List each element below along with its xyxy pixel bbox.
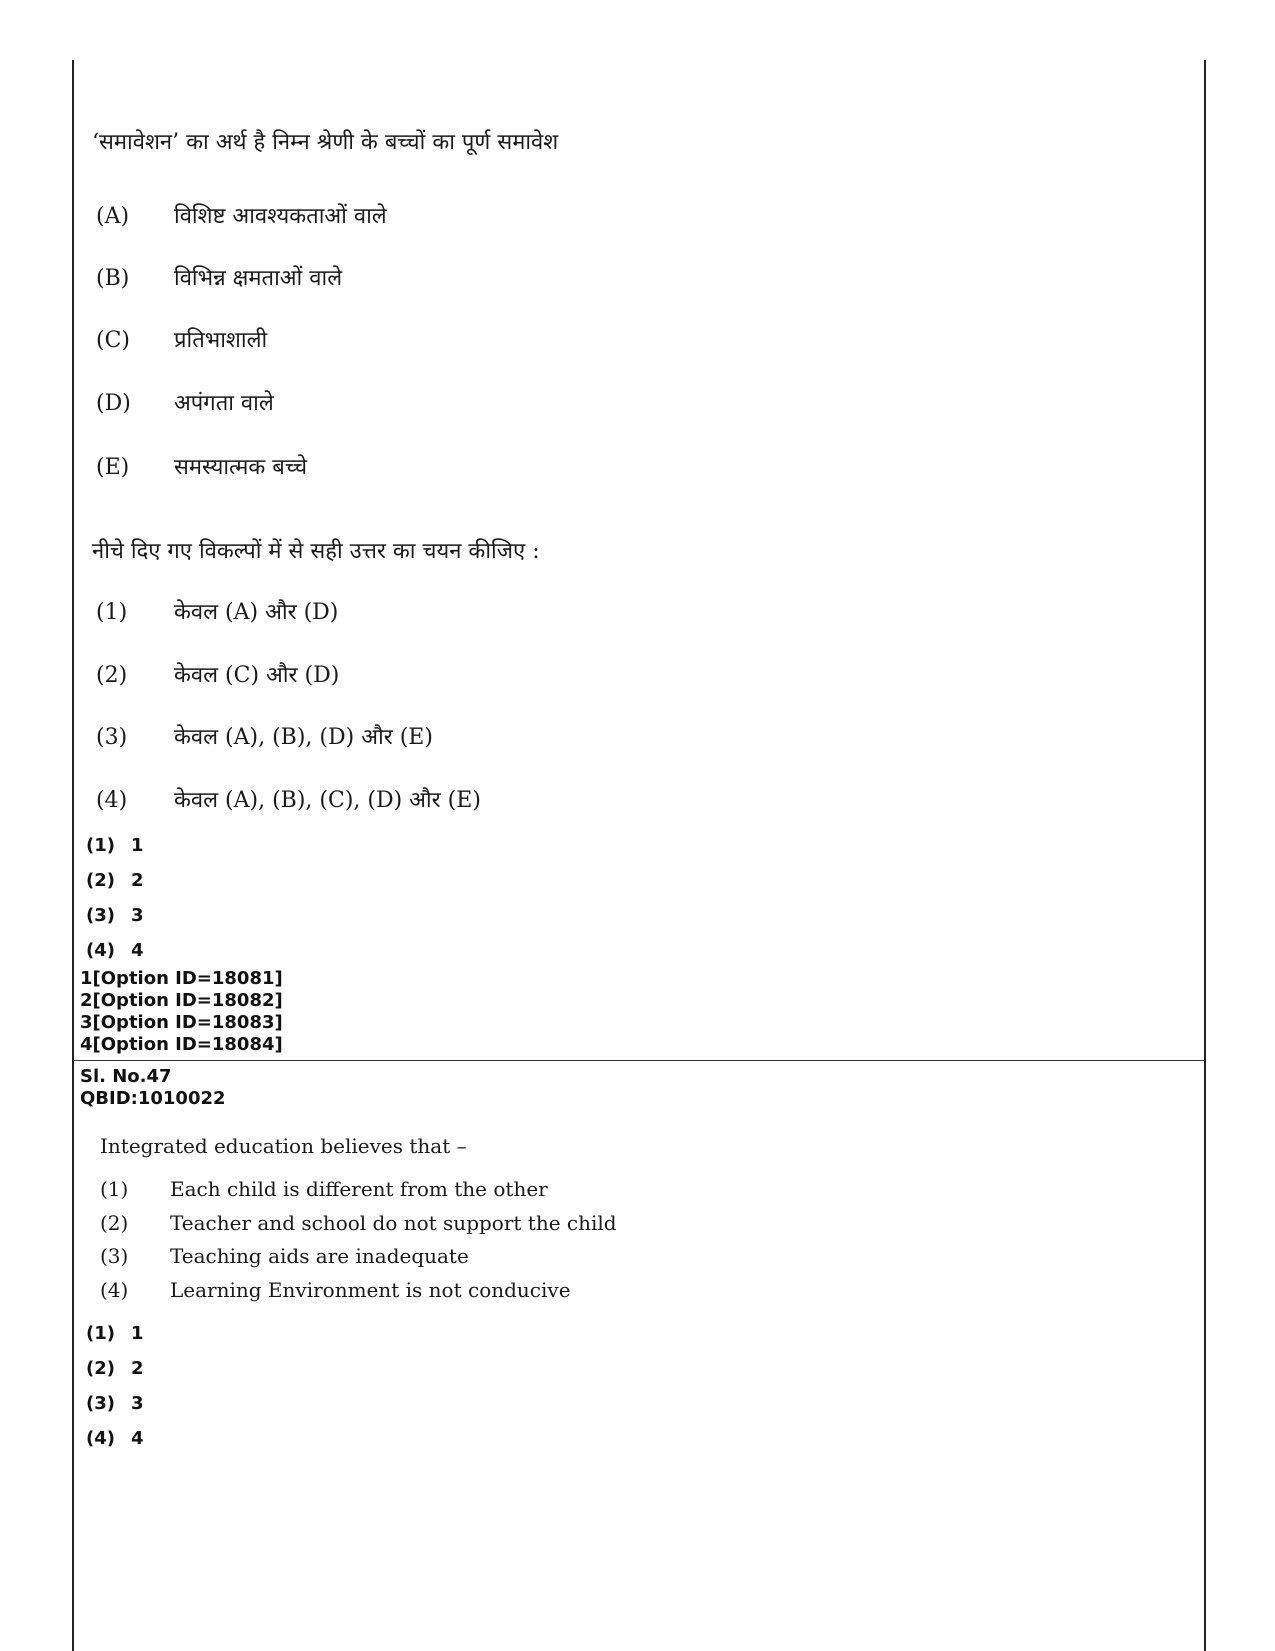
answer-option-2[interactable] (86, 1351, 144, 1386)
choice-text: केवल (C) और (D) (174, 663, 340, 688)
statement-label: (C) (96, 328, 130, 353)
choice-label: (2) (100, 1211, 129, 1235)
option-id-list (80, 968, 283, 1056)
answer-number: (3) (86, 905, 115, 926)
question-divider (74, 1060, 1204, 1061)
q46-statement-a (96, 200, 387, 230)
choice-text: Teacher and school do not support the child (170, 1211, 617, 1235)
answer-number: (3) (86, 1393, 115, 1414)
answer-option-3[interactable] (86, 1386, 144, 1421)
q47-stem: Integrated education believes that – (100, 1134, 467, 1158)
q46-choice-3 (96, 721, 433, 751)
q46-choice-1 (96, 596, 338, 626)
statement-label: (E) (96, 455, 130, 480)
answer-number: (4) (86, 1428, 115, 1449)
choice-text: Teaching aids are inadequate (170, 1244, 469, 1268)
answer-number: (2) (86, 870, 115, 891)
answer-option-1[interactable] (86, 1316, 144, 1351)
option-id: 2[Option ID=18082] (80, 990, 283, 1011)
option-id: 4[Option ID=18084] (80, 1034, 283, 1055)
q46-statement-e (96, 451, 307, 481)
answer-value: 1 (131, 835, 144, 856)
qbid: QBID:1010022 (80, 1088, 226, 1109)
choice-text: केवल (A) और (D) (174, 600, 339, 625)
answer-value: 2 (131, 1358, 144, 1379)
answer-value: 4 (131, 1428, 144, 1449)
answer-number: (1) (86, 835, 115, 856)
answer-option-2[interactable] (86, 863, 144, 898)
answer-value: 1 (131, 1323, 144, 1344)
q47-choice-1 (100, 1177, 548, 1201)
statement-text: विभिन्न क्षमताओं वाले (174, 266, 343, 291)
answer-option-3[interactable] (86, 898, 144, 933)
q47-choice-3 (100, 1244, 469, 1268)
q46-stem: ‘समावेशन’ का अर्थ है निम्न श्रेणी के बच्चों का पूर्ण समावेश (92, 130, 559, 155)
q47-meta (80, 1066, 226, 1110)
statement-label: (A) (96, 204, 130, 229)
choice-text: Learning Environment is not conducive (170, 1278, 571, 1302)
choice-label: (4) (96, 788, 128, 813)
answer-value: 3 (131, 1393, 144, 1414)
answer-option-1[interactable] (86, 828, 144, 863)
statement-text: अपंगता वाले (174, 391, 274, 416)
choice-label: (1) (100, 1177, 129, 1201)
answer-value: 4 (131, 940, 144, 961)
q46-instruction: नीचे दिए गए विकल्पों में से सही उत्तर का चयन कीजिए : (92, 539, 540, 564)
choice-label: (4) (100, 1278, 129, 1302)
choice-label: (3) (100, 1244, 129, 1268)
statement-text: विशिष्ट आवश्यकताओं वाले (174, 204, 387, 229)
answer-option-4[interactable] (86, 1421, 144, 1456)
q46-statement-d (96, 387, 274, 417)
option-id: 1[Option ID=18081] (80, 968, 283, 989)
answer-number: (4) (86, 940, 115, 961)
statement-label: (B) (96, 266, 130, 291)
choice-text: Each child is different from the other (170, 1177, 548, 1201)
q46-choice-4 (96, 784, 481, 814)
answer-number: (2) (86, 1358, 115, 1379)
q46-answer-options (86, 828, 144, 968)
q47-answer-options (86, 1316, 144, 1456)
q47-choice-4 (100, 1278, 571, 1302)
choice-label: (3) (96, 725, 128, 750)
option-id: 3[Option ID=18083] (80, 1012, 283, 1033)
statement-text: समस्यात्मक बच्चे (174, 455, 308, 480)
serial-number: Sl. No.47 (80, 1066, 172, 1087)
q46-choice-2 (96, 659, 339, 689)
answer-value: 3 (131, 905, 144, 926)
q47-choice-2 (100, 1211, 617, 1235)
q46-statement-c (96, 324, 267, 354)
answer-value: 2 (131, 870, 144, 891)
choice-text: केवल (A), (B), (D) और (E) (174, 725, 433, 750)
statement-label: (D) (96, 391, 131, 416)
statement-text: प्रतिभाशाली (174, 328, 268, 353)
q46-statement-b (96, 262, 342, 292)
answer-option-4[interactable] (86, 933, 144, 968)
choice-text: केवल (A), (B), (C), (D) और (E) (174, 788, 481, 813)
choice-label: (1) (96, 600, 128, 625)
answer-number: (1) (86, 1323, 115, 1344)
question-page-frame (72, 60, 1206, 1651)
choice-label: (2) (96, 663, 128, 688)
